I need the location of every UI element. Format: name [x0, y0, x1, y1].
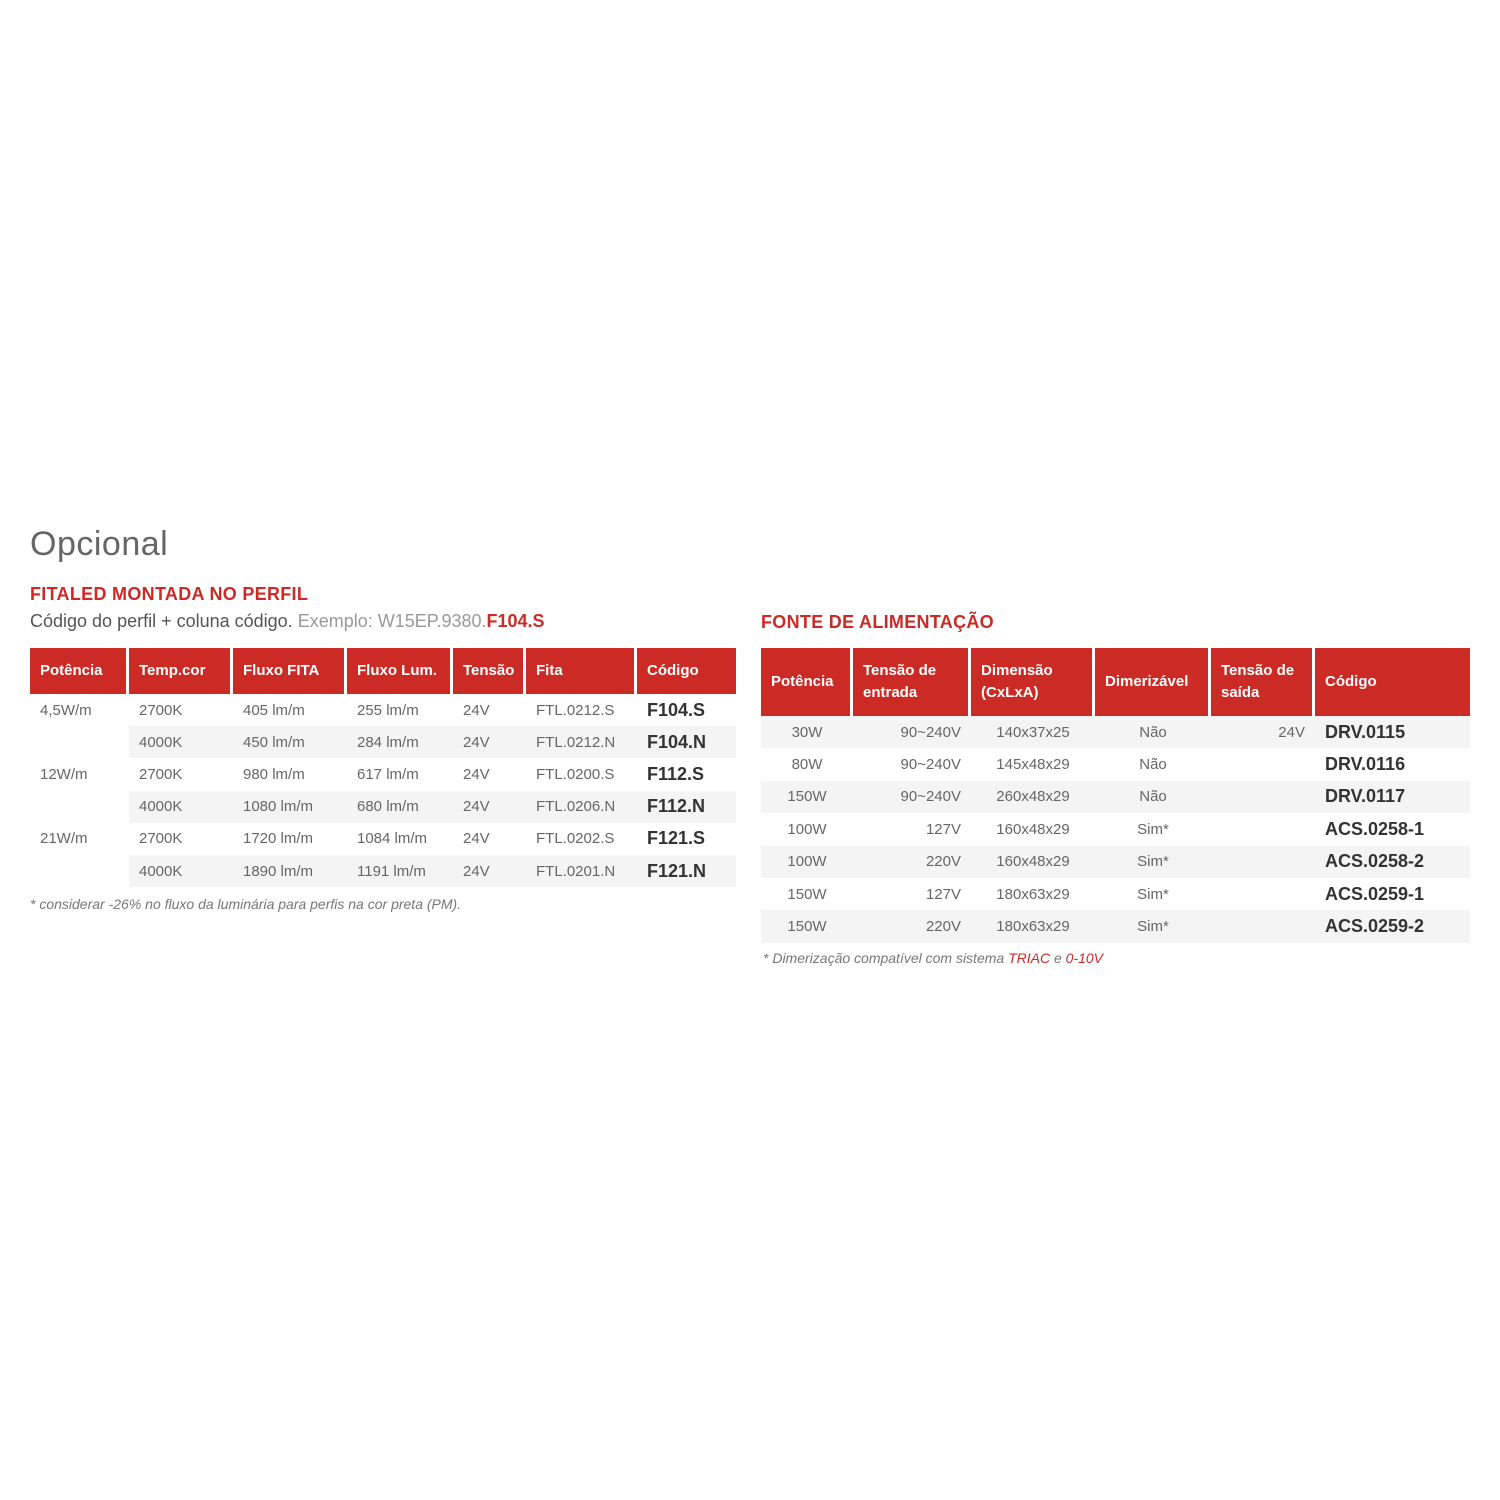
cell-fluxo-fita: 1720 lm/m [243, 830, 314, 848]
footnote-010v: 0-10V [1065, 950, 1104, 966]
cell-tensao-entrada: 220V [853, 910, 971, 942]
fitaled-heading: FITALED MONTADA NO PERFIL [30, 584, 309, 604]
cell-potencia: 150W [761, 910, 853, 942]
cell-tensao-saida [1211, 910, 1315, 942]
cell-codigo: F121.N [637, 855, 736, 887]
cell-tensao-entrada: 90~240V [853, 716, 971, 748]
cell-fluxo-fita: 1080 lm/m [233, 791, 347, 823]
cell-tensao-entrada: 127V [925, 820, 961, 838]
cell-tensao: 24V [463, 765, 490, 783]
cell-fita: FTL.0212.N [526, 726, 637, 758]
cell-tensao-entrada: 90~240V [900, 756, 961, 774]
cell-codigo: DRV.0115 [1315, 716, 1470, 748]
cell-tensao-entrada: 127V [925, 885, 961, 903]
table-row [761, 748, 1470, 780]
fonte-footnote [763, 950, 1103, 966]
cell-temp: 4000K [129, 726, 233, 758]
col-header: Tensão de entrada [853, 648, 971, 716]
cell-fluxo-lum: 255 lm/m [357, 701, 419, 719]
col-header: Fita [526, 648, 637, 694]
cell-codigo: F112.N [637, 791, 736, 823]
cell-temp: 4000K [129, 855, 233, 887]
subtitle-main: Código do perfil + coluna código. [30, 611, 293, 631]
cell-tensao-entrada: 220V [853, 846, 971, 878]
cell-fluxo-fita: 1890 lm/m [233, 855, 347, 887]
table-row [30, 823, 736, 855]
cell-tensao-saida [1211, 748, 1315, 780]
cell-codigo: ACS.0258-1 [1325, 818, 1425, 839]
col-header: Tensão de saída [1211, 648, 1315, 716]
cell-dimensao: 260x48x29 [971, 781, 1095, 813]
table-row [761, 813, 1470, 845]
col-header: Código [1315, 648, 1470, 716]
fonte-table [761, 648, 1470, 943]
cell-codigo: F104.N [637, 726, 736, 758]
cell-tensao-saida [1211, 781, 1315, 813]
cell-dimensao: 140x37x25 [971, 716, 1095, 748]
cell-fluxo-fita: 405 lm/m [243, 701, 305, 719]
cell-potencia: 30W [761, 716, 853, 748]
col-header: Fluxo FITA [233, 648, 347, 694]
col-header: Dimerizável [1095, 648, 1211, 716]
footnote-and: e [1053, 950, 1062, 966]
footnote-text: * Dimerização compatível com sistema [763, 950, 1005, 966]
cell-codigo: ACS.0259-2 [1315, 910, 1470, 942]
cell-fita: FTL.0201.N [526, 855, 637, 887]
cell-codigo: ACS.0259-1 [1325, 883, 1425, 904]
table-row [30, 855, 736, 887]
cell-tensao: 24V [453, 855, 526, 887]
fonte-heading: FONTE DE ALIMENTAÇÃO [761, 612, 994, 632]
col-header: Tensão [453, 648, 526, 694]
cell-codigo: DRV.0116 [1325, 754, 1406, 775]
cell-fluxo-fita: 980 lm/m [243, 765, 305, 783]
cell-dimerizavel: Sim* [1095, 846, 1211, 878]
table-row [30, 694, 736, 726]
cell-tensao-saida [1211, 846, 1315, 878]
cell-fluxo-fita: 450 lm/m [233, 726, 347, 758]
table-row [761, 846, 1470, 878]
table-row [761, 716, 1470, 748]
cell-fluxo-lum: 617 lm/m [357, 765, 419, 783]
col-header: Dimensão (CxLxA) [971, 648, 1095, 716]
col-header: Potência [30, 648, 129, 694]
cell-potencia: 150W [761, 781, 853, 813]
table-row [761, 910, 1470, 942]
cell-tensao: 24V [453, 791, 526, 823]
cell-temp: 2700K [139, 830, 183, 848]
cell-dimerizavel: Sim* [1137, 820, 1169, 838]
cell-potencia [30, 726, 129, 758]
cell-dimerizavel: Sim* [1137, 885, 1169, 903]
cell-potencia: 100W [761, 846, 853, 878]
cell-codigo: DRV.0117 [1315, 781, 1470, 813]
cell-fluxo-lum: 1191 lm/m [347, 855, 453, 887]
cell-tensao: 24V [463, 830, 490, 848]
cell-dimerizavel: Não [1139, 756, 1167, 774]
fonte-header-row [761, 648, 1470, 716]
cell-dimensao: 180x63x29 [996, 885, 1070, 903]
table-row [30, 758, 736, 790]
cell-tensao-saida: 24V [1211, 716, 1315, 748]
subtitle-example: Exemplo: W15EP.9380. [297, 611, 487, 631]
fitaled-subtitle [30, 611, 545, 632]
cell-temp: 2700K [139, 701, 183, 719]
cell-potencia [30, 855, 129, 887]
col-header: Fluxo Lum. [347, 648, 453, 694]
table-row [761, 781, 1470, 813]
cell-tensao-entrada: 90~240V [853, 781, 971, 813]
fitaled-table [30, 648, 736, 887]
cell-dimerizavel: Não [1095, 716, 1211, 748]
footnote-triac: TRIAC [1008, 950, 1051, 966]
cell-potencia: 150W [787, 885, 827, 903]
cell-tensao: 24V [463, 701, 490, 719]
cell-codigo: F112.S [647, 763, 705, 784]
cell-fluxo-lum: 1084 lm/m [357, 830, 428, 848]
fitaled-footnote: * considerar -26% no fluxo da luminária para perfis na cor preta (PM). [30, 896, 462, 912]
cell-dimensao: 160x48x29 [996, 820, 1070, 838]
cell-temp: 4000K [129, 791, 233, 823]
cell-potencia: 100W [787, 820, 827, 838]
table-row [761, 878, 1470, 910]
col-header: Código [637, 648, 736, 694]
table-row [30, 726, 736, 758]
cell-fluxo-lum: 680 lm/m [347, 791, 453, 823]
cell-codigo: ACS.0258-2 [1315, 846, 1470, 878]
cell-codigo: F104.S [647, 699, 706, 720]
cell-dimerizavel: Sim* [1095, 910, 1211, 942]
cell-fita: FTL.0212.S [536, 701, 615, 719]
cell-dimerizavel: Não [1095, 781, 1211, 813]
table-row [30, 791, 736, 823]
fitaled-header-row [30, 648, 736, 694]
cell-potencia: 4,5W/m [40, 701, 92, 719]
cell-fita: FTL.0206.N [526, 791, 637, 823]
cell-potencia [30, 791, 129, 823]
cell-dimensao: 180x63x29 [971, 910, 1095, 942]
cell-temp: 2700K [139, 765, 183, 783]
cell-fita: FTL.0202.S [536, 830, 615, 848]
cell-dimensao: 160x48x29 [971, 846, 1095, 878]
cell-fita: FTL.0200.S [536, 765, 615, 783]
cell-tensao-saida [1211, 813, 1315, 845]
col-header: Potência [761, 648, 853, 716]
cell-potencia: 21W/m [40, 830, 88, 848]
cell-codigo: F121.S [647, 828, 706, 849]
cell-tensao-saida [1211, 878, 1315, 910]
page-title: Opcional [30, 525, 169, 563]
cell-potencia: 80W [791, 756, 823, 774]
subtitle-example-code: F104.S [486, 611, 545, 631]
cell-fluxo-lum: 284 lm/m [347, 726, 453, 758]
col-header: Temp.cor [129, 648, 233, 694]
cell-tensao: 24V [453, 726, 526, 758]
cell-potencia: 12W/m [40, 765, 88, 783]
cell-dimensao: 145x48x29 [996, 756, 1070, 774]
